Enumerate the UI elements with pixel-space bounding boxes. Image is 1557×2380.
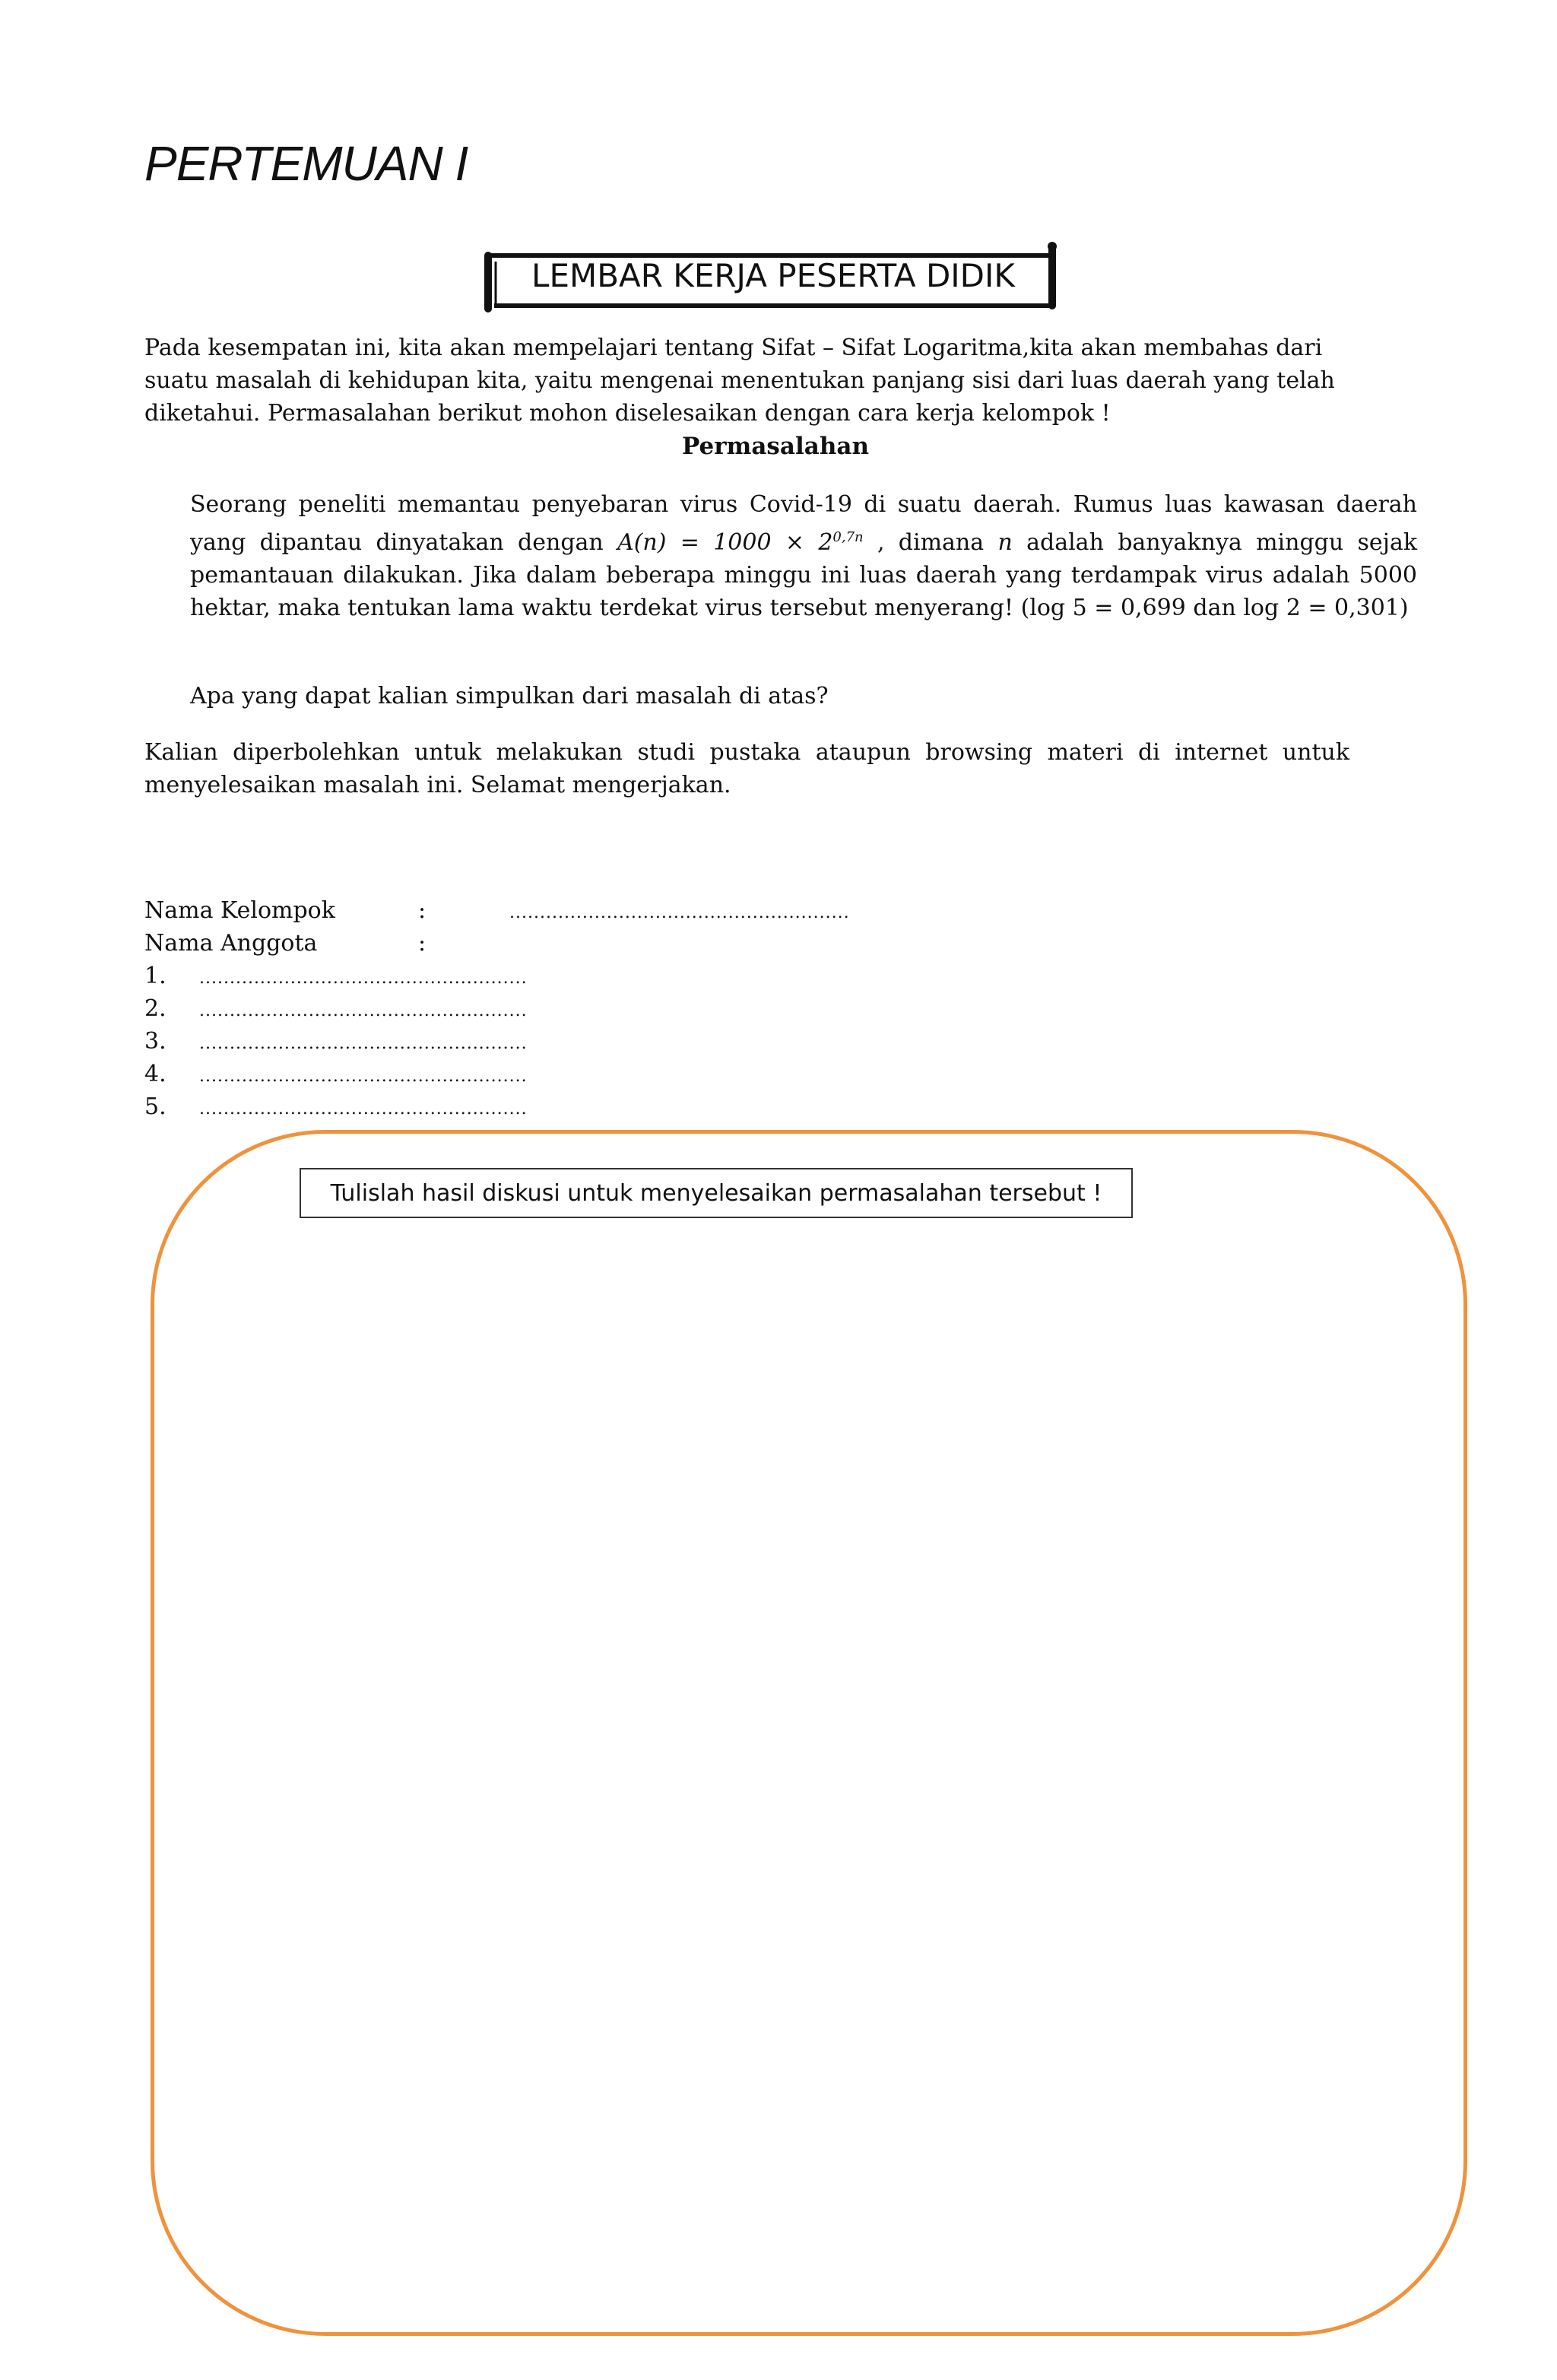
members-row: [144, 927, 509, 960]
page-heading: PERTEMUAN I: [144, 136, 468, 191]
intro-paragraph: [144, 332, 1376, 430]
problem-text: Seorang peneliti memantau penyebaran virus Covid-19 di suatu daerah. Rumus luas kawasan daerah yang dipantau dinyatakan dengan: [190, 491, 1417, 556]
member-number: 3.: [144, 1028, 166, 1055]
members-label: Nama Anggota: [144, 930, 318, 957]
member-blank: ......................................................: [199, 969, 528, 988]
member-line: [144, 1025, 528, 1060]
member-blank: ......................................................: [199, 1100, 528, 1119]
member-line: [144, 1058, 528, 1093]
formula-exponent: 0,7n: [832, 529, 864, 545]
intro-line: diketahui. Permasalahan berikut mohon diselesaikan dengan cara kerja kelompok !: [144, 400, 1111, 427]
member-number: 1.: [144, 963, 166, 989]
group-name-blank: ........................................................: [509, 903, 850, 922]
intro-line: Pada kesempatan ini, kita akan mempelajari tentang Sifat – Sifat Logaritma,kita akan membahas dari: [144, 335, 1323, 361]
member-line: [144, 1090, 528, 1125]
answer-instruction: Tulislah hasil diskusi untuk menyelesaikan permasalahan tersebut !: [300, 1168, 1133, 1218]
group-name-label: Nama Kelompok: [144, 897, 335, 924]
problem-heading: Permasalahan: [682, 433, 869, 460]
problem-paragraph: [190, 488, 1417, 624]
member-number: 5.: [144, 1093, 166, 1120]
closing-paragraph: Kalian diperbolehkan untuk melakukan studi pustaka ataupun browsing materi di internet untuk menyelesaikan masalah ini. Selamat mengerjakan.: [144, 739, 1349, 798]
variable-n: n: [997, 529, 1013, 556]
member-blank: ......................................................: [199, 1067, 528, 1086]
colon: :: [418, 897, 427, 924]
member-line: [144, 992, 528, 1027]
intro-line: suatu masalah di kehidupan kita, yaitu mengenai menentukan panjang sisi dari luas daerah yang telah: [144, 367, 1335, 394]
problem-text: adalah banyaknya minggu sejak pemantauan dilakukan. Jika dalam beberapa minggu ini luas daerah yang terdampak virus adalah 5000 hektar, maka tentukan lama waktu terdekat virus tersebut menyerang! (log 5 = 0,699 dan log 2 = 0,301): [190, 529, 1418, 621]
worksheet-title: LEMBAR KERJA PESERTA DIDIK: [531, 257, 1015, 294]
member-blank: ......................................................: [199, 1034, 528, 1053]
member-number: 4.: [144, 1061, 166, 1087]
member-number: 2.: [144, 995, 166, 1022]
problem-text: , dimana: [863, 529, 998, 556]
member-line: [144, 960, 528, 995]
colon: :: [418, 930, 427, 957]
formula: A(n) = 1000 × 2: [617, 529, 833, 556]
question-text: Apa yang dapat kalian simpulkan dari masalah di atas?: [190, 683, 829, 709]
answer-area[interactable]: [151, 1130, 1467, 2336]
member-blank: ......................................................: [199, 1001, 528, 1020]
group-name-row: [144, 894, 850, 929]
